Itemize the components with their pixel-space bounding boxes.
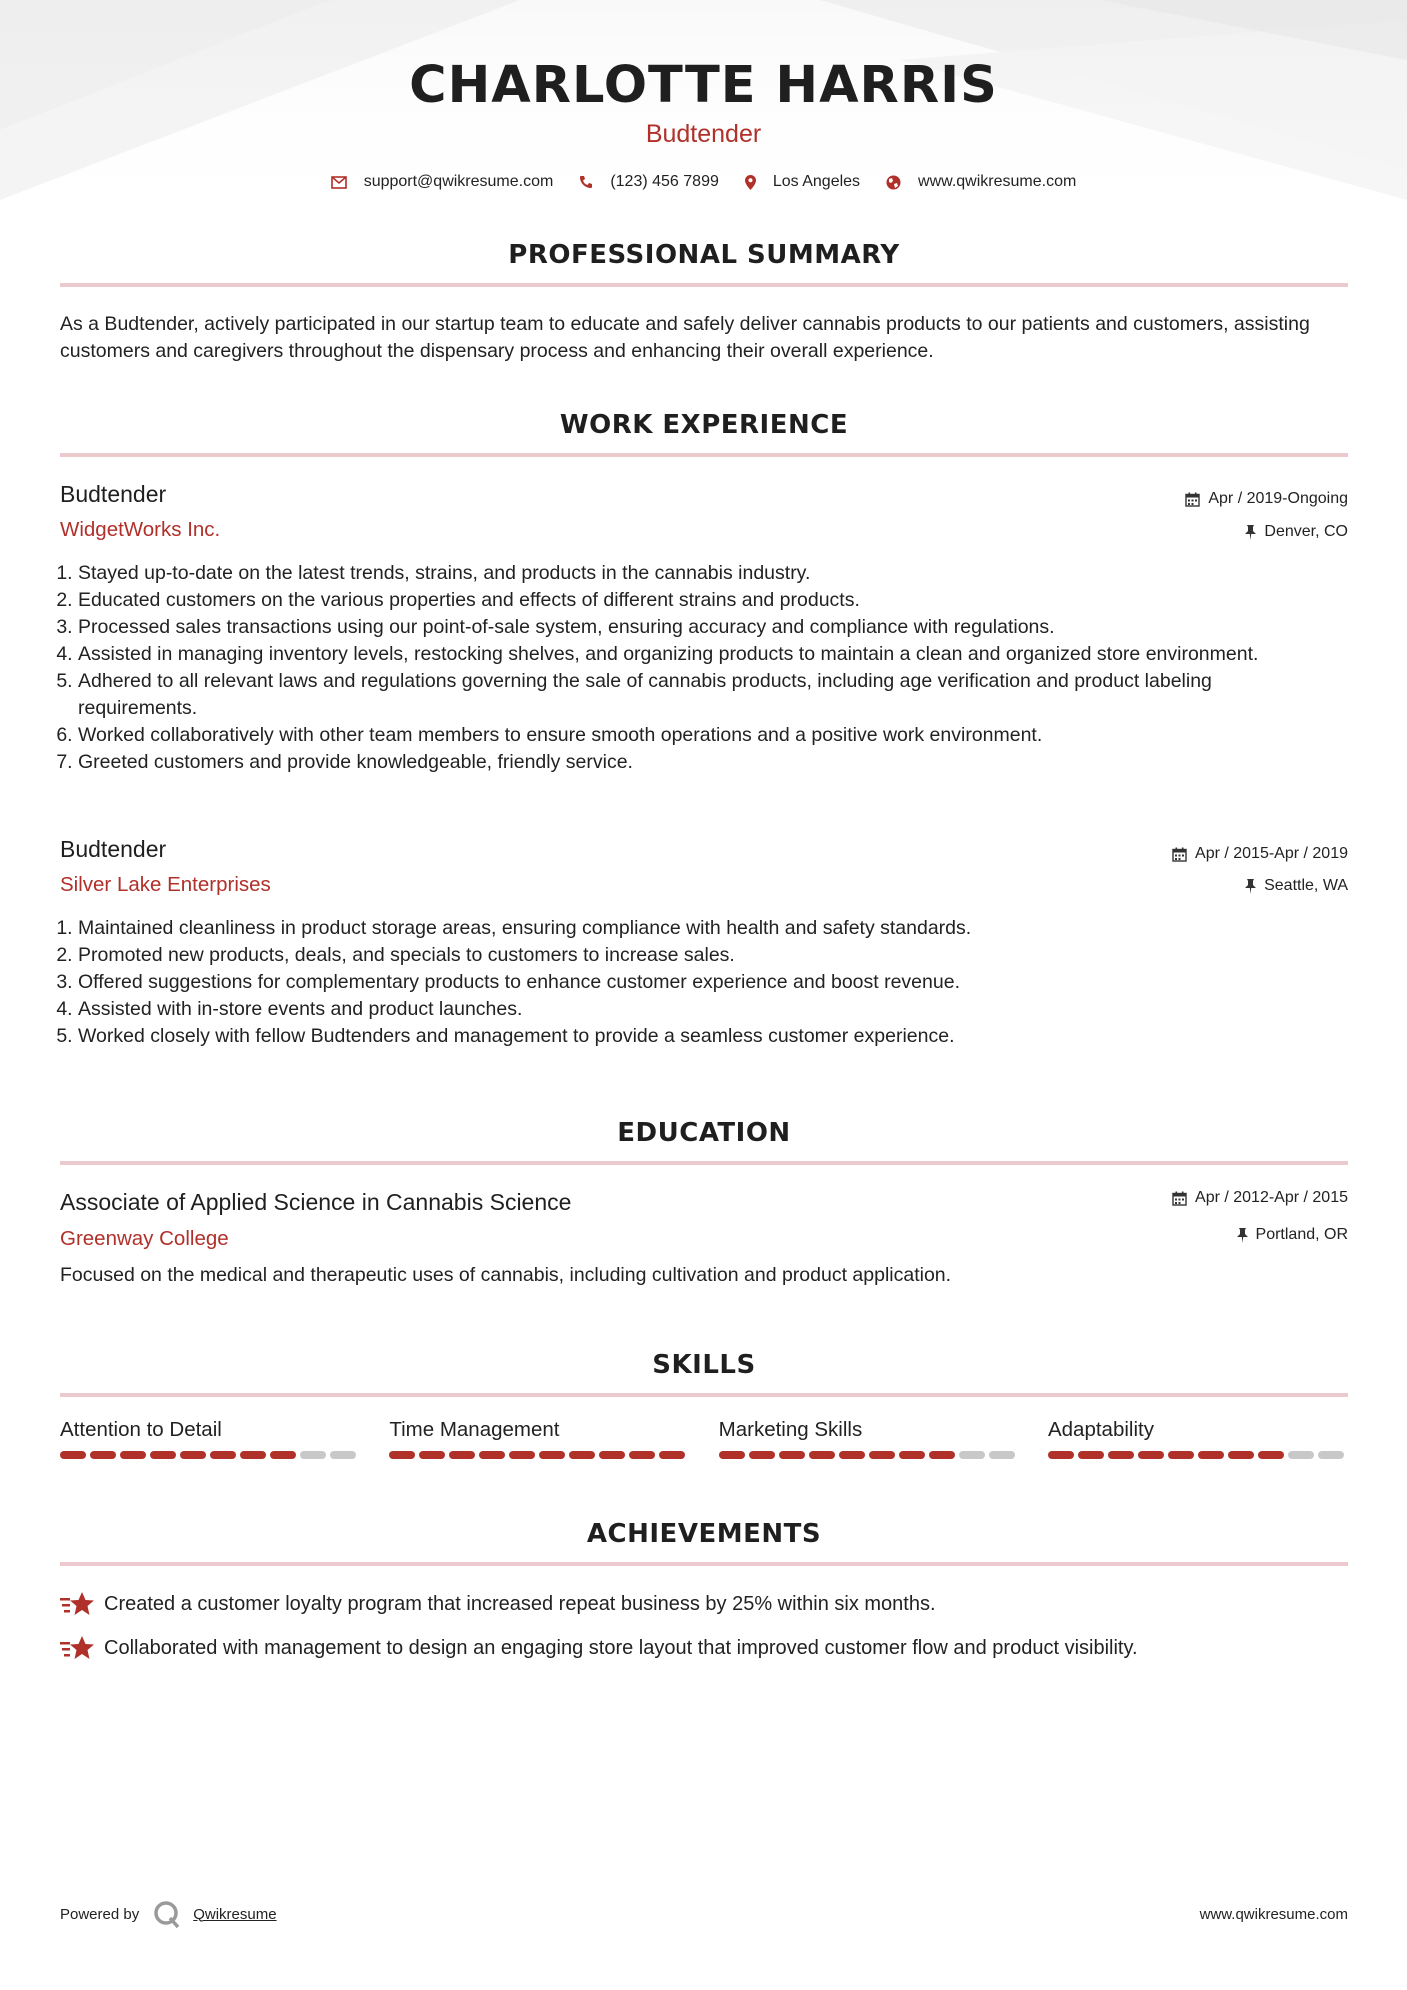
- skill-level-bar: [60, 1451, 360, 1459]
- list-item: 2. Educated customers on the various properties and effects of different strains and products.: [78, 587, 1308, 614]
- skill-segment-filled: [839, 1451, 865, 1459]
- section-divider: [60, 1393, 1348, 1397]
- skill-segment-filled: [629, 1451, 655, 1459]
- skill-level-bar: [1048, 1451, 1348, 1459]
- calendar-icon: [1185, 492, 1200, 507]
- skill-segment-filled: [569, 1451, 595, 1459]
- section-divider: [60, 1562, 1348, 1566]
- company-name: Silver Lake Enterprises: [60, 873, 271, 896]
- skill-level-bar: [389, 1451, 689, 1459]
- skill-segment-filled: [60, 1451, 86, 1459]
- skill-segment-empty: [330, 1451, 356, 1459]
- list-item: 3. Offered suggestions for complementary products to enhance customer experience and boost revenue.: [78, 969, 1308, 996]
- section-divider: [60, 453, 1348, 457]
- skill-segment-filled: [599, 1451, 625, 1459]
- job-location-text: Seattle, WA: [1264, 877, 1348, 894]
- degree-title: Associate of Applied Science in Cannabis Science: [60, 1189, 572, 1215]
- skill-item: [60, 1418, 360, 1459]
- skill-segment-filled: [180, 1451, 206, 1459]
- candidate-name: CHARLOTTE HARRIS: [409, 56, 998, 115]
- contact-bar: [0, 173, 1407, 191]
- skill-segment-filled: [1138, 1451, 1164, 1459]
- school-name: Greenway College: [60, 1227, 229, 1250]
- shooting-star-icon: [60, 1590, 94, 1618]
- list-item: 5. Adhered to all relevant laws and regulations governing the sale of cannabis products, including age verification and product labeling requirements.: [78, 668, 1308, 722]
- list-item: 6. Worked collaboratively with other team members to ensure smooth operations and a positive work environment.: [78, 722, 1308, 749]
- education-location: [1237, 1226, 1348, 1244]
- skill-segment-filled: [1078, 1451, 1104, 1459]
- job-title: Budtender: [60, 481, 167, 507]
- section-divider: [60, 283, 1348, 287]
- skill-segment-filled: [449, 1451, 475, 1459]
- footer-powered-by: [60, 1900, 277, 1928]
- section-divider: [60, 1161, 1348, 1165]
- website-text: www.qwikresume.com: [918, 173, 1077, 190]
- skill-name: Attention to Detail: [60, 1418, 222, 1441]
- skill-segment-empty: [1318, 1451, 1344, 1459]
- globe-icon: [886, 175, 901, 190]
- pushpin-icon: [1245, 525, 1256, 540]
- skill-item: [719, 1418, 1019, 1459]
- job-dates-text: Apr / 2019-Ongoing: [1208, 490, 1348, 507]
- calendar-icon: [1172, 1191, 1187, 1206]
- achievement-item: [60, 1634, 1138, 1662]
- list-item: 4. Assisted in managing inventory levels, restocking shelves, and organizing products to maintain a clean and organized store environment.: [78, 641, 1308, 668]
- skill-segment-filled: [509, 1451, 535, 1459]
- phone-text: (123) 456 7899: [610, 173, 719, 190]
- skill-segment-empty: [1288, 1451, 1314, 1459]
- achievement-text: Collaborated with management to design an engaging store layout that improved customer flow and product visibility.: [104, 1636, 1138, 1659]
- job-dates: [1172, 845, 1348, 863]
- skill-segment-filled: [719, 1451, 745, 1459]
- skill-item: [1048, 1418, 1348, 1459]
- map-marker-icon: [745, 175, 756, 190]
- company-name: WidgetWorks Inc.: [60, 518, 221, 541]
- list-item: 4. Assisted with in-store events and product launches.: [78, 996, 1308, 1023]
- skill-item: [389, 1418, 689, 1459]
- shooting-star-icon: [60, 1634, 94, 1662]
- skill-segment-filled: [90, 1451, 116, 1459]
- skill-segment-filled: [929, 1451, 955, 1459]
- header-background-decoration: [0, 0, 1407, 230]
- list-item: 7. Greeted customers and provide knowledgeable, friendly service.: [78, 749, 1308, 776]
- job-responsibilities: [60, 560, 1308, 776]
- skill-segment-filled: [659, 1451, 685, 1459]
- skill-segment-filled: [749, 1451, 775, 1459]
- list-item: 5. Worked closely with fellow Budtenders and management to provide a seamless customer experience.: [78, 1023, 1308, 1050]
- skill-segment-filled: [1108, 1451, 1134, 1459]
- skill-name: Time Management: [389, 1418, 560, 1441]
- skill-segment-filled: [1168, 1451, 1194, 1459]
- skill-segment-filled: [539, 1451, 565, 1459]
- contact-email[interactable]: [331, 173, 554, 191]
- contact-location: [745, 173, 860, 191]
- education-location-text: Portland, OR: [1255, 1226, 1348, 1243]
- footer-website[interactable]: www.qwikresume.com: [1199, 1906, 1348, 1923]
- education-dates-text: Apr / 2012-Apr / 2015: [1195, 1189, 1348, 1206]
- skill-segment-filled: [899, 1451, 925, 1459]
- achievement-item: [60, 1590, 936, 1618]
- job-location-text: Denver, CO: [1264, 523, 1348, 540]
- skill-segment-filled: [240, 1451, 266, 1459]
- envelope-icon: [331, 176, 347, 189]
- list-item: 1. Stayed up-to-date on the latest trends, strains, and products in the cannabis industry.: [78, 560, 1308, 587]
- achievement-text: Created a customer loyalty program that increased repeat business by 25% within six months.: [104, 1592, 936, 1615]
- skill-level-bar: [719, 1451, 1019, 1459]
- job-location: [1245, 523, 1348, 541]
- job-title: Budtender: [60, 836, 167, 862]
- skill-segment-filled: [1258, 1451, 1284, 1459]
- skill-segment-empty: [300, 1451, 326, 1459]
- skill-segment-filled: [869, 1451, 895, 1459]
- list-item: 2. Promoted new products, deals, and specials to customers to increase sales.: [78, 942, 1308, 969]
- skill-segment-filled: [389, 1451, 415, 1459]
- candidate-title: Budtender: [645, 120, 762, 148]
- calendar-icon: [1172, 847, 1187, 862]
- skill-segment-empty: [989, 1451, 1015, 1459]
- summary-text: As a Budtender, actively participated in our startup team to educate and safely deliver cannabis products to our patients and customers, assisting customers and caregivers throughout the dispensary process and enhancing their overall experience.: [60, 313, 1310, 362]
- phone-icon: [579, 175, 593, 189]
- skill-segment-filled: [419, 1451, 445, 1459]
- skill-segment-filled: [270, 1451, 296, 1459]
- brand-link[interactable]: Qwikresume: [193, 1905, 277, 1923]
- job-dates: [1185, 490, 1348, 508]
- education-description: Focused on the medical and therapeutic uses of cannabis, including cultivation and product application.: [60, 1264, 952, 1286]
- pushpin-icon: [1245, 879, 1256, 894]
- skill-name: Adaptability: [1047, 1418, 1154, 1441]
- list-item: 1. Maintained cleanliness in product storage areas, ensuring compliance with health and safety standards.: [78, 915, 1308, 942]
- contact-phone[interactable]: [579, 173, 719, 191]
- skills-heading: SKILLS: [652, 1350, 756, 1380]
- skill-segment-filled: [1048, 1451, 1074, 1459]
- skill-segment-filled: [210, 1451, 236, 1459]
- education-heading: EDUCATION: [617, 1118, 791, 1148]
- location-text: Los Angeles: [772, 173, 861, 190]
- skill-segment-filled: [1198, 1451, 1224, 1459]
- skill-segment-filled: [1228, 1451, 1254, 1459]
- job-dates-text: Apr / 2015-Apr / 2019: [1195, 845, 1348, 862]
- contact-website[interactable]: [886, 173, 1076, 191]
- job-location: [1245, 877, 1348, 895]
- experience-heading: WORK EXPERIENCE: [559, 410, 849, 440]
- skills-list: [60, 1418, 1348, 1459]
- powered-by-label: Powered by: [60, 1905, 140, 1923]
- list-item: 3. Processed sales transactions using our point-of-sale system, ensuring accuracy and compliance with regulations.: [78, 614, 1308, 641]
- pushpin-icon: [1237, 1228, 1248, 1243]
- email-text: support@qwikresume.com: [363, 173, 554, 190]
- education-dates: [1172, 1189, 1348, 1207]
- achievements-heading: ACHIEVEMENTS: [586, 1519, 822, 1549]
- skill-segment-filled: [779, 1451, 805, 1459]
- skill-segment-filled: [150, 1451, 176, 1459]
- skill-segment-filled: [809, 1451, 835, 1459]
- skill-segment-filled: [479, 1451, 505, 1459]
- skill-segment-filled: [120, 1451, 146, 1459]
- job-responsibilities: [60, 915, 1308, 1050]
- summary-heading: PROFESSIONAL SUMMARY: [508, 240, 900, 270]
- qwikresume-logo-icon: [153, 1900, 181, 1928]
- skill-segment-empty: [959, 1451, 985, 1459]
- skill-name: Marketing Skills: [718, 1418, 863, 1441]
